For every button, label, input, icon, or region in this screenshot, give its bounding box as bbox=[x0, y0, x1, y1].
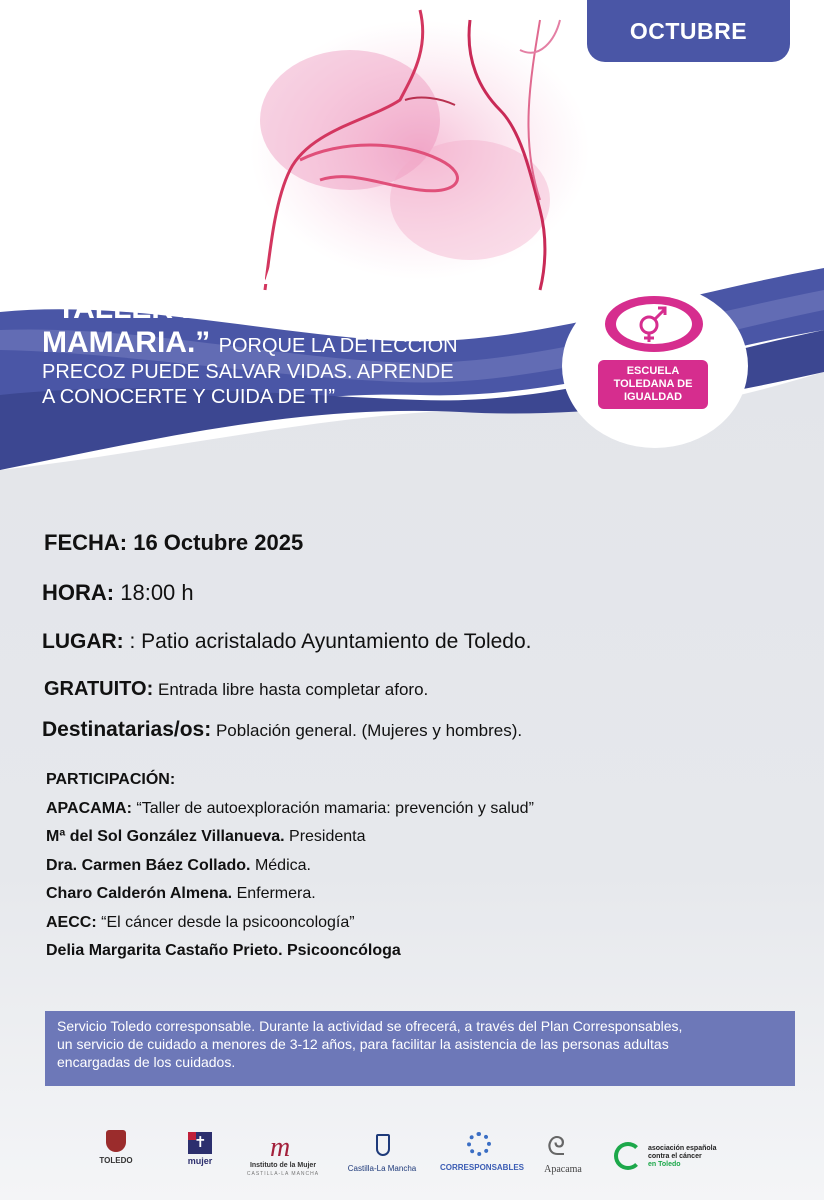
castilla-crest-icon bbox=[376, 1134, 390, 1156]
participant-4 bbox=[46, 937, 534, 966]
watercolor-torso-illustration bbox=[250, 10, 590, 290]
participant-3 bbox=[46, 880, 534, 909]
instituto-logo-text: Instituto de la Mujer bbox=[249, 1162, 317, 1169]
location-value: : Patio acristalado Ayuntamiento de Toledo. bbox=[129, 630, 532, 653]
time-label: HORA: bbox=[42, 580, 115, 605]
toledo-crest-icon bbox=[106, 1130, 126, 1152]
event-title bbox=[42, 258, 562, 410]
participant-3-name: Charo Calderón Almena. bbox=[46, 885, 233, 902]
participant-2-name: Dra. Carmen Báez Collado. bbox=[46, 856, 251, 874]
aecc-logo-line-2: contra el cáncer bbox=[648, 1153, 702, 1160]
logo-label-line-3: IGUALDAD bbox=[623, 391, 683, 403]
event-price bbox=[44, 678, 428, 701]
time-value: 18:00 h bbox=[120, 580, 194, 605]
title-line-2: “TALLER DE AUTOEXPLORACIÓN bbox=[42, 292, 535, 325]
participant-1-role: Presidenta bbox=[289, 828, 366, 845]
participants-section bbox=[46, 766, 534, 966]
apacama-swirl-icon: ᘓ bbox=[547, 1132, 566, 1161]
notice-line-2: un servicio de cuidado a menores de 3-12 años, para facilitar la asistencia de las personas adultas bbox=[57, 1036, 669, 1052]
participant-2 bbox=[46, 852, 534, 881]
mujer-emblem-accent bbox=[188, 1132, 196, 1140]
castilla-logo-text: Castilla-La Mancha bbox=[347, 1164, 417, 1173]
participant-aecc bbox=[46, 909, 534, 938]
title-line-3-bold: MAMARIA.” bbox=[42, 326, 211, 359]
participants-heading bbox=[46, 766, 534, 795]
notice-line-1: Servicio Toledo corresponsable. Durante la actividad se ofrecerá, a través del Plan Corresponsables, bbox=[57, 1018, 683, 1034]
escuela-igualdad-logo-label bbox=[598, 360, 708, 409]
event-date: FECHA: 16 Octubre 2025 bbox=[44, 530, 304, 555]
title-line-1: CUIDARSE ES VIVIR: bbox=[42, 258, 344, 291]
price-label: GRATUITO: bbox=[44, 678, 154, 700]
apacama-logo-text: Apacama bbox=[544, 1164, 582, 1175]
logo-label-line-2: TOLEDANA DE bbox=[613, 378, 693, 390]
gender-symbol-icon bbox=[603, 294, 705, 354]
participant-1-name: Mª del Sol González Villanueva. bbox=[46, 828, 285, 845]
logo-label-line-1: ESCUELA bbox=[626, 365, 680, 377]
notice-line-3: encargadas de los cuidados. bbox=[57, 1054, 236, 1070]
corresponsables-flower-icon bbox=[467, 1132, 491, 1156]
subtitle-line-1: PRECOZ PUEDE SALVAR VIDAS. APRENDE bbox=[42, 361, 454, 383]
event-time bbox=[42, 580, 194, 606]
audience-value: Población general. (Mujeres y hombres). bbox=[215, 721, 523, 740]
participant-3-role: Enfermera. bbox=[236, 885, 316, 902]
aecc-logo-line-3: en Toledo bbox=[648, 1161, 681, 1168]
mujer-logo-text: mujer bbox=[187, 1156, 213, 1166]
participant-1 bbox=[46, 823, 534, 852]
audience-label: Destinatarias/os: bbox=[42, 718, 212, 741]
childcare-notice bbox=[45, 1011, 795, 1086]
event-location bbox=[42, 630, 532, 654]
event-audience bbox=[42, 718, 522, 742]
title-line-3 bbox=[42, 326, 562, 360]
aecc-logo-line-1: asociación española bbox=[648, 1145, 717, 1152]
sponsor-logos bbox=[0, 1120, 824, 1200]
aecc-label: AECC: bbox=[46, 913, 97, 931]
month-tab: OCTUBRE bbox=[587, 0, 790, 62]
aecc-talk: “El cáncer desde la psicooncología” bbox=[101, 913, 355, 931]
participant-2-role: Médica. bbox=[254, 856, 311, 874]
apacama-talk: “Taller de autoexploración mamaria: prevención y salud” bbox=[136, 799, 534, 817]
subtitle-line-2: A CONOCERTE Y CUIDA DE TI” bbox=[42, 386, 336, 408]
title-line-3-rest: PORQUE LA DETECCIÓN bbox=[218, 335, 458, 357]
participant-apacama bbox=[46, 795, 534, 824]
participants-heading-text: PARTICIPACIÓN: bbox=[46, 771, 176, 788]
aecc-ring-icon bbox=[614, 1142, 642, 1170]
apacama-label: APACAMA: bbox=[46, 799, 132, 817]
instituto-logo-subtext: CASTILLA-LA MANCHA bbox=[246, 1171, 320, 1177]
participant-4-name: Delia Margarita Castaño Prieto. Psicooncóloga bbox=[46, 942, 401, 959]
location-label: LUGAR: bbox=[42, 630, 124, 653]
price-value: Entrada libre hasta completar aforo. bbox=[157, 680, 429, 699]
instituto-m-icon: m bbox=[270, 1132, 291, 1163]
toledo-logo-text: TOLEDO bbox=[99, 1156, 133, 1165]
corresponsables-logo-text: CORRESPONSABLES bbox=[440, 1163, 525, 1172]
